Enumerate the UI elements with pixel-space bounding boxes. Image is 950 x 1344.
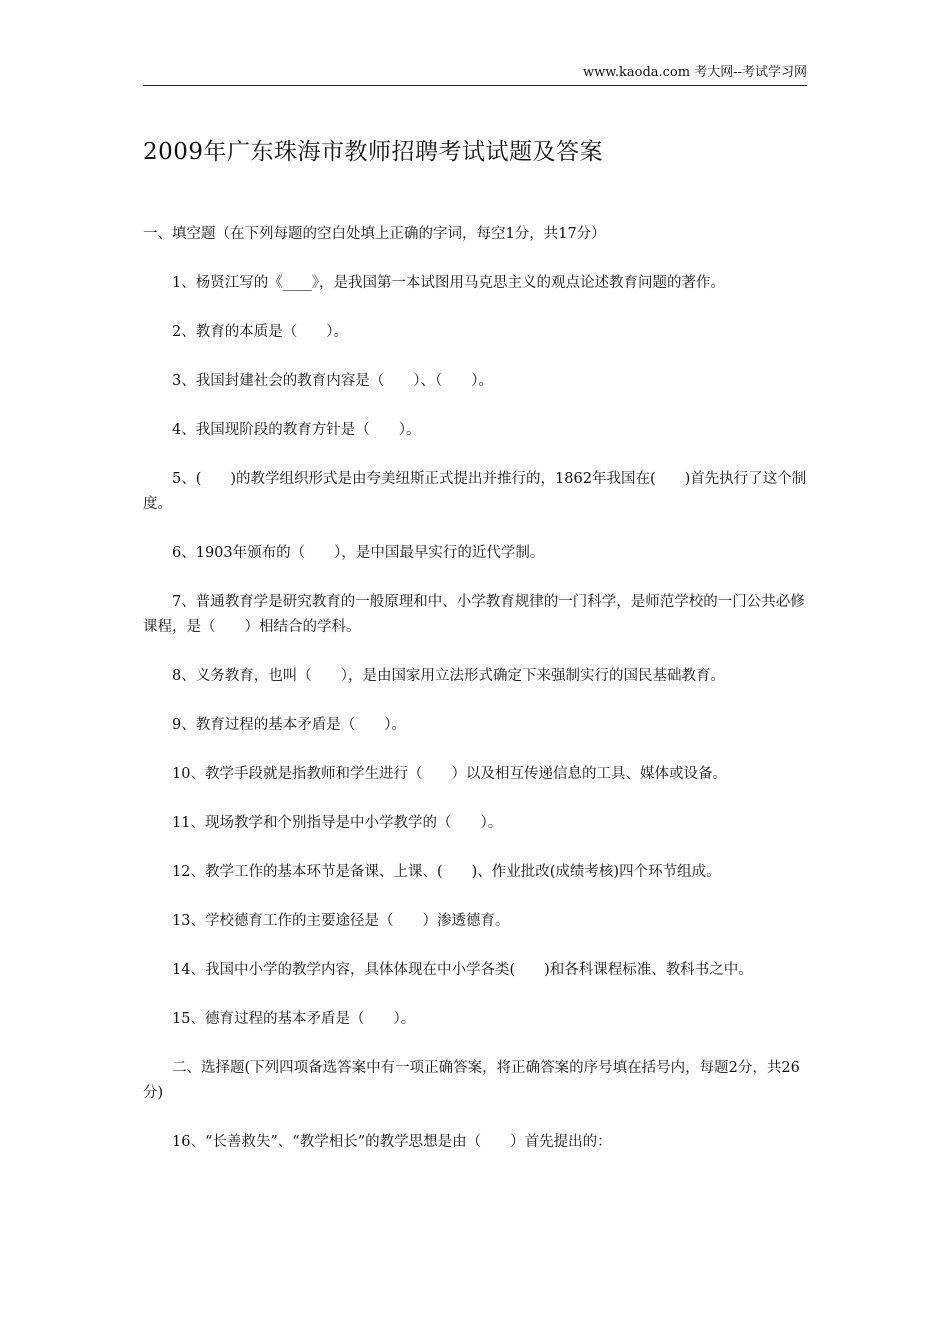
question-1: 1、杨贤江写的《____》，是我国第一本试图用马克思主义的观点论述教育问题的著作。	[172, 275, 725, 291]
question-3: 3、我国封建社会的教育内容是（ ）、（ ）。	[172, 373, 493, 389]
question-16: 16、“长善救失”、“教学相长”的教学思想是由（ ）首先提出的：	[172, 1134, 612, 1150]
header-rule	[143, 85, 807, 86]
page-header: www.kaoda.com 考大网--考试学习网	[583, 65, 807, 80]
section-heading-multiple-choice: 二、选择题(下列四项备选答案中有一项正确答案，将正确答案的序号填在括号内，每题2分，共26分)	[143, 1060, 800, 1101]
document-body	[143, 222, 807, 1179]
question-4: 4、我国现阶段的教育方针是（ ）。	[172, 422, 421, 438]
question-14: 14、我国中小学的教学内容，具体体现在中小学各类( )和各科课程标准、教科书之中。	[172, 962, 753, 978]
document-title: 2009年广东珠海市教师招聘考试试题及答案	[143, 139, 604, 165]
question-11: 11、现场教学和个别指导是中小学教学的（ ）。	[172, 815, 503, 831]
question-2: 2、教育的本质是（ ）。	[172, 324, 348, 340]
question-10: 10、教学手段就是指教师和学生进行（ ）以及相互传递信息的工具、媒体或设备。	[172, 766, 727, 782]
question-7: 7、普通教育学是研究教育的一般原理和中、小学教育规律的一门科学，是师范学校的一门公共必修课程，是（ ）相结合的学科。	[143, 594, 805, 635]
question-9: 9、教育过程的基本矛盾是（ ）。	[172, 717, 406, 733]
question-12: 12、教学工作的基本环节是备课、上课、( )、作业批改(成绩考核)四个环节组成。	[172, 864, 721, 880]
question-13: 13、学校德育工作的主要途径是（ ）渗透德育。	[172, 913, 510, 929]
question-15: 15、德育过程的基本矛盾是（ ）。	[172, 1011, 416, 1027]
question-5: 5、( )的教学组织形式是由夸美纽斯正式提出并推行的，1862年我国在( )首先执行了这个制度。	[143, 471, 807, 512]
section-heading-fill-in: 一、填空题（在下列每题的空白处填上正确的字词，每空1分，共17分）	[143, 226, 606, 242]
question-6: 6、1903年颁布的（ ），是中国最早实行的近代学制。	[172, 545, 545, 561]
question-8: 8、义务教育，也叫（ ），是由国家用立法形式确定下来强制实行的国民基础教育。	[172, 668, 725, 684]
